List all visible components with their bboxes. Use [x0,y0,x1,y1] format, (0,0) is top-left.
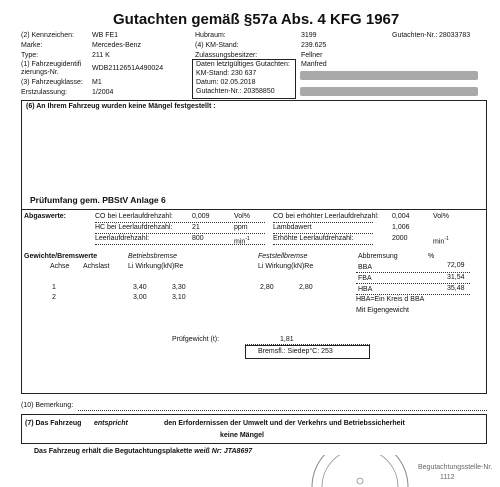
hba-note: HBA=Ein Kreis d BBA [356,296,425,303]
achse-header: Achse [50,263,70,270]
abgas-row2-r-label: Lambdawert [273,224,312,231]
bemerkung-line [78,410,487,411]
eigengewicht-note: Mit Eigengewicht [356,307,409,314]
abgas-row1-r-value: 0,004 [392,213,410,220]
klasse-value: M1 [92,79,102,86]
abgas-row3-r-unit: $\min^{-1}$ [433,236,449,246]
bremsfluessigkeit-box [245,345,370,359]
pruefgewicht-label: Prüfgewicht (t): [172,336,220,343]
abgas-label: Abgaswerte: [24,213,67,220]
section-7-label: (7) Das Fahrzeug [25,420,82,427]
stamp-line-2: 1112 [440,474,455,481]
abgas-row2-value: 21 [192,224,200,231]
abbremsung-heading: Abbremsung [358,253,398,260]
abb-sep-3 [356,294,470,295]
abgas-row1-r-label: CO bei erhöhter Leerlaufdrehzahl: [273,213,379,220]
redacted-city [300,87,478,96]
stamp-line-1: Begutachtungsstelle-Nr. [418,464,493,471]
marke-value: Mercedes-Benz [92,42,142,49]
abb-bba-value: 72,09 [447,262,465,269]
abb-sep-1 [356,272,470,273]
abgas-row3-label: Leerlaufdrehzahl: [95,235,150,242]
abbremsung-percent: % [428,253,435,260]
last-report-heading: Daten letztgültiges Gutachten: [196,61,290,68]
abgas-row2-label: HC bei Leerlaufdrehzahl: [95,224,173,231]
betriebsbremse-heading: Betriebsbremse [128,253,178,260]
section-6-heading: (6) An Ihrem Fahrzeug wurden keine Mängel festgestellt : [26,103,216,110]
fin-value: WDB2112651A490024 [92,65,164,72]
bemerkung-label: (10) Bemerkung: [21,402,74,409]
besitzer-value-2: Manfred [301,61,327,68]
marke-label: Marke: [21,42,43,49]
bremsfluessigkeit-text: Bremsfl.: Siedep°C: 253 [258,348,333,355]
page-title: Gutachten gemäß §57a Abs. 4 KFG 1967 [113,11,400,28]
abgas-sep-2 [273,222,373,223]
abb-hba-value: 35,48 [447,285,465,292]
abgas-sep-6 [273,244,373,245]
plakette-text: Das Fahrzeug erhält die Begutachtungsplakette [34,448,193,455]
axle-1-fest-li: 2,80 [260,284,274,291]
abgas-row3-r-label: Erhöhte Leerlaufdrehzahl: [273,235,354,242]
erstzulassung-label: Erstzulassung: [21,89,67,96]
abb-hba-label: HBA [358,286,373,293]
abgas-row2-unit: ppm [234,224,248,231]
last-report-km: KM-Stand: 230 637 [196,70,257,77]
redacted-address [300,71,478,80]
abgas-row3-unit: $\min^{-1}$ [234,236,250,246]
erstzulassung-value: 1/2004 [92,89,114,96]
axle-1-number: 1 [52,284,56,291]
abgas-sep-1 [95,222,265,223]
abgas-row2-r-value: 1,006 [392,224,410,231]
brakes-label: Gewichte/Bremswerte [24,253,98,260]
fest-sub-header: Li Wirkung(kN)Re [258,263,314,270]
abgas-sep-3 [95,233,265,234]
pruefumfang-heading: Prüfumfang gem. PBStV Anlage 6 [30,195,166,205]
abb-fba-value: 31,54 [447,274,465,281]
section-7-text: den Erfordernissen der Umwelt und der Verkehrs und Betriebssicherheit [164,420,405,427]
axle-2-betrieb-li: 3,00 [133,294,147,301]
type-value: 211 K [92,52,110,59]
section-6-box [21,100,487,210]
abgas-row1-value: 0,009 [192,213,210,220]
abgas-row1-label: CO bei Leerlaufdrehzahl: [95,213,173,220]
besitzer-label: Zulassungsbesitzer: [195,52,258,59]
abgas-row3-r-value: 2000 [392,235,408,242]
achslast-header: Achslast [83,263,110,270]
abgas-row1-r-unit: Vol% [433,213,449,220]
kennzeichen-label: (2) Kennzeichen: [21,32,74,39]
axle-1-fest-re: 2,80 [299,284,313,291]
stamp-seal-icon [300,455,420,487]
kennzeichen-value: WB FE1 [92,32,119,39]
section-7-maengel: keine Mängel [220,432,264,439]
fin-label-2: zierungs-Nr. [21,69,59,76]
axle-1-betrieb-li: 3,40 [133,284,147,291]
fin-label-1: (1) Fahrzeugidentifi [21,61,82,68]
axle-2-betrieb-re: 3,10 [172,294,186,301]
km-value: 239.625 [301,42,327,49]
type-label: Type: [21,52,39,59]
last-report-date: Datum: 02.05.2018 [196,79,256,86]
hubraum-value: 3199 [301,32,317,39]
abb-bba-label: BBA [358,264,373,271]
section-7-box [21,414,487,444]
plakette-line [34,448,252,456]
axle-2-number: 2 [52,294,56,301]
abb-sep-2 [356,283,470,284]
feststellbremse-heading: Feststellbremse [258,253,308,260]
km-label: (4) KM-Stand: [195,42,239,49]
gutachten-nr-value: 28033783 [439,32,471,39]
klasse-label: (3) Fahrzeugklasse: [21,79,83,86]
pruefgewicht-value: 1,81 [280,336,294,343]
section-7-entspricht: entspricht [94,420,128,427]
axle-1-betrieb-re: 3,30 [172,284,186,291]
plakette-number: JTA8697 [223,448,253,455]
abb-fba-label: FBA [358,275,372,282]
abgas-sep-5 [95,244,265,245]
abgas-sep-4 [273,233,373,234]
hubraum-label: Hubraum: [195,32,226,39]
betrieb-sub-header: Li Wirkung(kN)Re [128,263,184,270]
last-report-nr: Gutachten-Nr.: 20358850 [196,88,275,95]
plakette-weiss: weiß Nr: [194,448,222,455]
gutachten-nr-label: Gutachten-Nr.: [392,32,438,39]
last-report-box [192,59,296,99]
besitzer-value-1: Fellner [301,52,323,59]
abgas-row3-value: 800 [192,235,204,242]
abgas-row1-unit: Vol% [234,213,250,220]
